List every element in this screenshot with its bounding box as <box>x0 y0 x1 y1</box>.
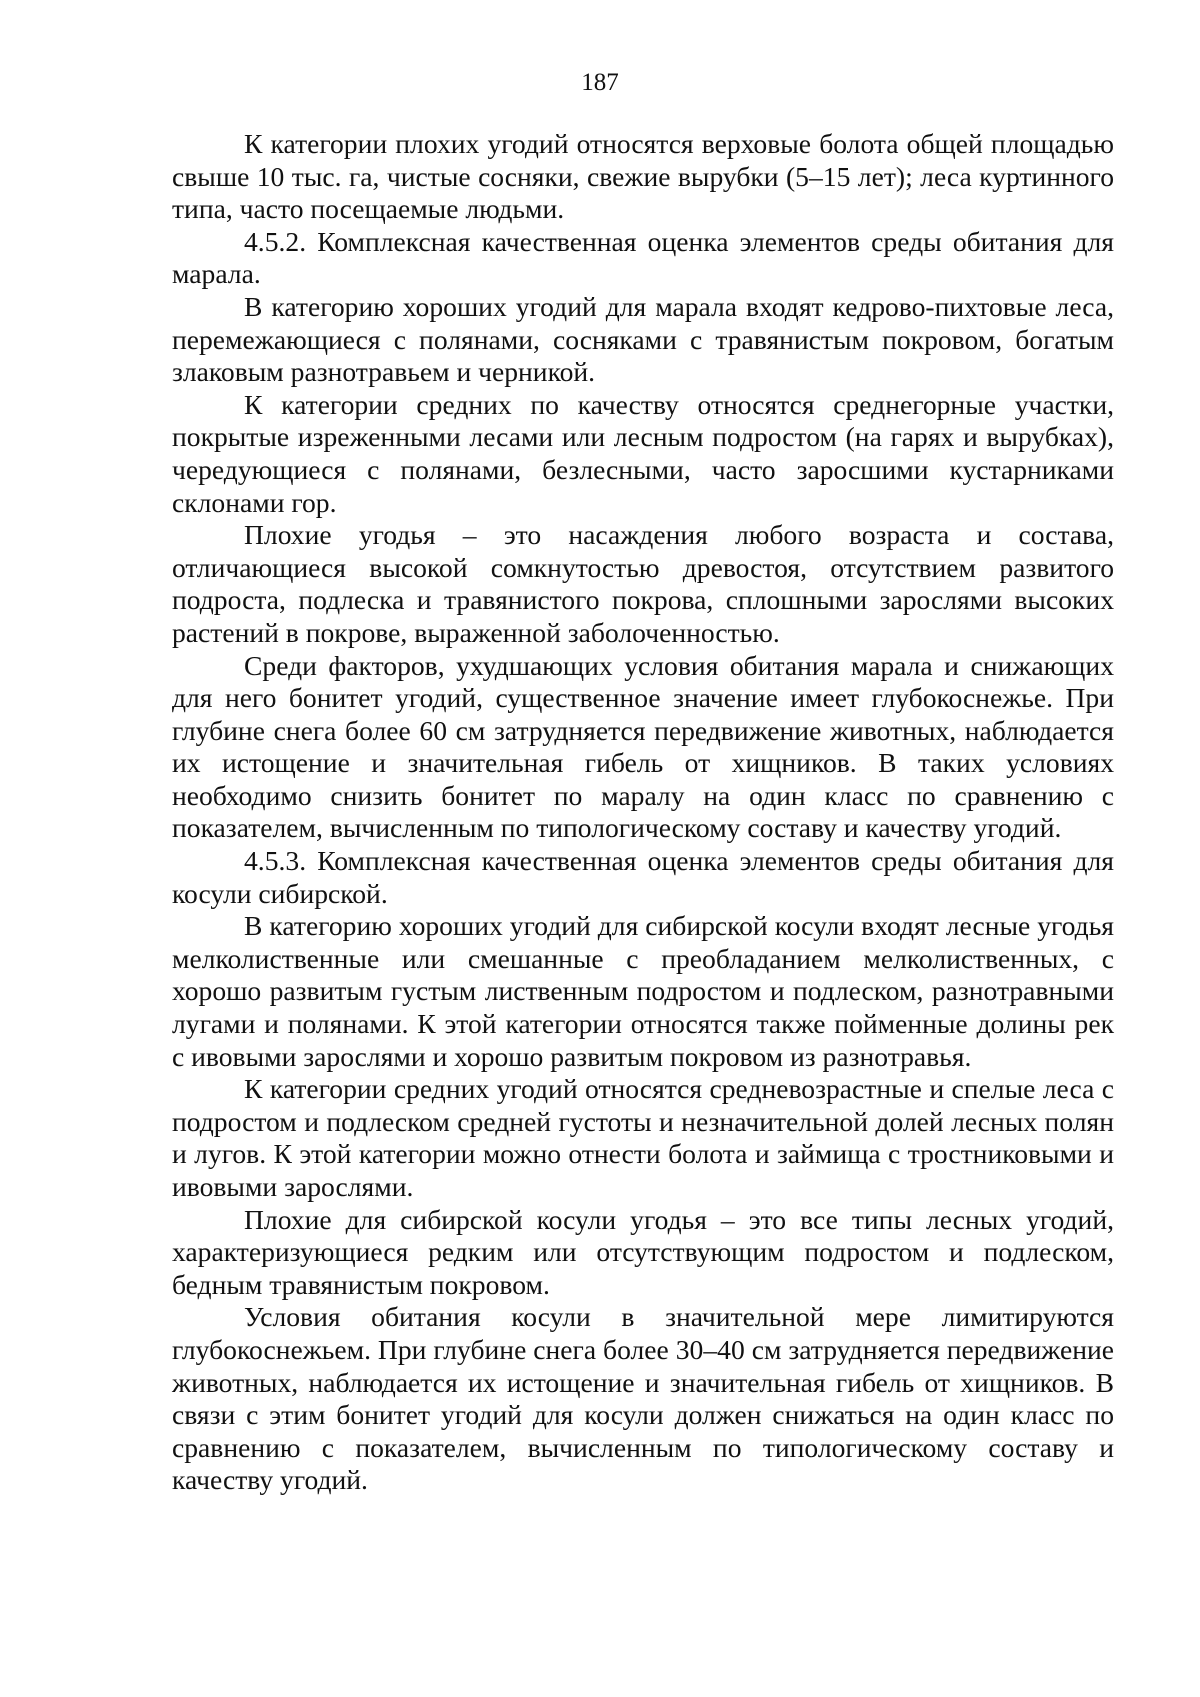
paragraph-roe-deer-deep-snow: Условия обитания косули в значительной мере лимитируются глубокоснежьем. При глубине снега более 30–40 см затрудняется передвижение животных, наблюдается их истощение и значительная гибель от хищников. В связи с этим бонитет угодий для косули должен снижаться на один класс по сравнению с показателем, вычисленным по типологическому составу и качеству угодий. <box>172 1301 1114 1496</box>
paragraph-roe-deer-poor-habitats: Плохие для сибирской косули угодья – это все типы лесных угодий, характеризующиеся редким или отсутствующим подростом и подлеском, бедным травянистым покровом. <box>172 1203 1114 1300</box>
paragraph-maral-poor-habitats: Плохие угодья – это насаждения любого возраста и состава, отличающиеся высокой сомкнутостью древостоя, отсутствием развитого подроста, подлеска и травянистого покрова, сплошными зарослями высоких растений в покрове, выраженной заболоченностью. <box>172 519 1114 648</box>
section-heading-4-5-2: 4.5.2. Комплексная качественная оценка элементов среды обитания для марала. <box>172 225 1114 290</box>
paragraph-maral-good-habitats: В категорию хороших угодий для марала входят кедрово-пихтовые леса, перемежающиеся с полянами, сосняками с травянистым покровом, богатым злаковым разнотравьем и черникой. <box>172 290 1114 388</box>
section-heading-4-5-3: 4.5.3. Комплексная качественная оценка элементов среды обитания для косули сибирской. <box>172 845 1114 909</box>
paragraph-maral-medium-habitats: К категории средних по качеству относятся среднегорные участки, покрытые изреженными лесами или лесным подростом (на гарях и вырубках), чередующиеся с полянами, безлесными, часто заросшими кустарниками склонами гор. <box>172 388 1114 518</box>
paragraph-roe-deer-good-habitats: В категорию хороших угодий для сибирской косули входят лесные угодья мелколиственные или смешанные с преобладанием мелколиственных, с хорошо развитым густым лиственным подростом и подлеском, разнотравными лугами и полянами. К этой категории относятся также пойменные долины рек с ивовыми зарослями и хорошо развитым покровом из разнотравья. <box>172 910 1114 1072</box>
page-number: 187 <box>581 69 619 96</box>
paragraph-maral-deep-snow: Среди факторов, ухудшающих условия обитания марала и снижающих для него бонитет угодий, существенное значение имеет глубокоснежье. При глубине снега более 60 см затрудняется передвижение животных, наблюдается их истощение и значительная гибель от хищников. В таких условиях необходимо снизить бонитет по маралу на один класс по сравнению с показателем, вычисленным по типологическому составу и качеству угодий. <box>172 649 1114 844</box>
paragraph-roe-deer-medium-habitats: К категории средних угодий относятся средневозрастные и спелые леса с подростом и подлеском средней густоты и незначительной долей лесных полян и лугов. К этой категории можно отнести болота и займища с тростниковыми и ивовыми зарослями. <box>172 1073 1114 1202</box>
text-body <box>172 128 1114 1497</box>
paragraph-poor-habitats: К категории плохих угодий относятся верховые болота общей площадью свыше 10 тыс. га, чистые сосняки, свежие вырубки (5–15 лет); леса куртинного типа, часто посещаемые людьми. <box>172 128 1114 225</box>
